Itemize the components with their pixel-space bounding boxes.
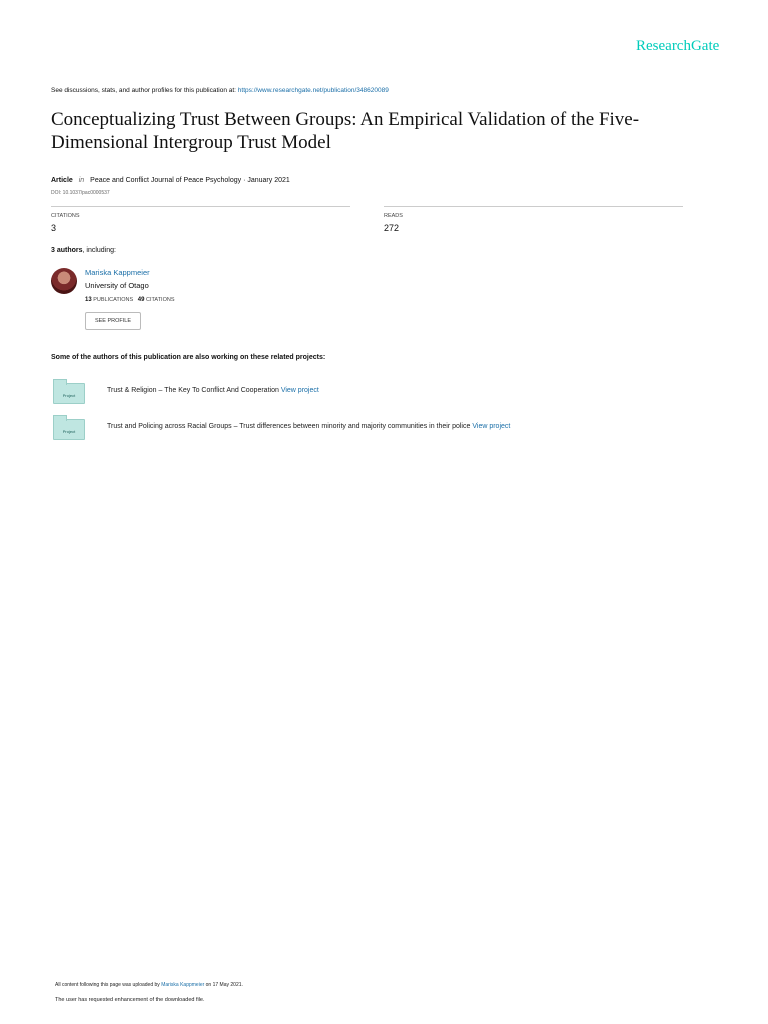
see-profile-button[interactable]: SEE PROFILE (85, 312, 141, 330)
related-project-item (107, 423, 510, 430)
doi: DOI: 10.1037/pac0000537 (51, 190, 110, 196)
project-title: Trust and Policing across Racial Groups – Trust differences between minority and majority communities in their police (107, 423, 471, 430)
author-name-link[interactable]: Mariska Kappmeier (85, 268, 150, 277)
author-publications-count: 13 (85, 297, 92, 303)
journal-info: Peace and Conflict Journal of Peace Psychology · January 2021 (90, 177, 290, 184)
article-type: Article (51, 177, 73, 184)
view-project-link[interactable]: View project (280, 387, 319, 394)
upload-date: on 17 May 2021. (204, 982, 243, 988)
article-meta (51, 177, 290, 184)
citations-label: CITATIONS (51, 213, 80, 219)
project-icon-label: Project (62, 393, 76, 398)
author-citations-count: 49 (137, 297, 145, 303)
author-citations-label: CITATIONS (145, 297, 175, 303)
related-project-item (107, 387, 319, 394)
project-title: Trust & Religion – The Key To Conflict And Cooperation (107, 387, 279, 394)
authors-count: 3 authors (51, 247, 83, 254)
author-institution: University of Otago (85, 281, 149, 290)
reads-label: READS (384, 213, 403, 219)
divider-citations (51, 206, 350, 207)
publication-title: Conceptualizing Trust Between Groups: An Empirical Validation of the Five-Dimensional Intergroup Trust Model (51, 109, 640, 153)
authors-suffix: , including: (82, 247, 116, 254)
uploader-link[interactable]: Mariska Kappmeier (161, 982, 205, 988)
researchgate-logo[interactable]: ResearchGate (636, 38, 720, 54)
divider-reads (384, 206, 683, 207)
upload-prefix: All content following this page was uploaded by (55, 982, 162, 988)
reads-count: 272 (384, 223, 400, 233)
authors-summary (51, 247, 116, 254)
project-folder-icon (53, 383, 85, 404)
project-icon-label: Project (62, 429, 76, 434)
author-publications-label: PUBLICATIONS (93, 297, 134, 303)
citations-count: 3 (51, 223, 57, 233)
upload-notice (55, 982, 243, 988)
project-folder-icon (53, 419, 85, 440)
discussions-text: See discussions, stats, and author profiles for this publication at: (51, 87, 238, 94)
publication-url-link[interactable]: https://www.researchgate.net/publication/348620089 (237, 87, 389, 94)
article-in: in (78, 177, 85, 184)
related-projects-heading: Some of the authors of this publication are also working on these related projects: (51, 354, 326, 361)
view-project-link[interactable]: View project (472, 423, 511, 430)
author-stats (85, 297, 175, 303)
discussions-notice (51, 87, 389, 94)
avatar[interactable] (51, 268, 77, 294)
enhancement-notice: The user has requested enhancement of the downloaded file. (55, 997, 205, 1003)
